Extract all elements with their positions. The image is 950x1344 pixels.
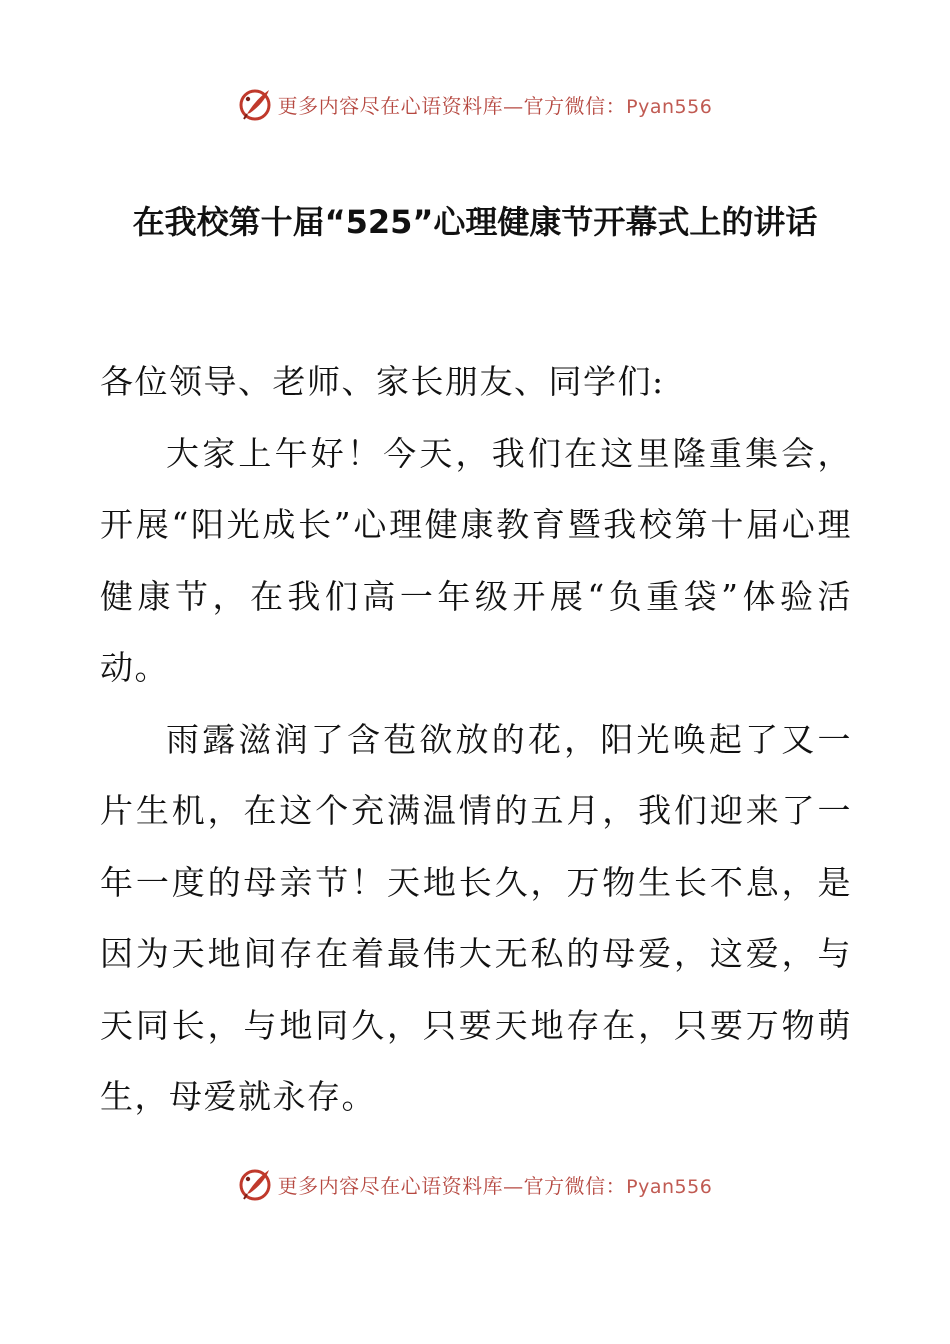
paragraph-1: 大家上午好！今天，我们在这里隆重集会，开展“阳光成长”心理健康教育暨我校第十届心理健康节，在我们高一年级开展“负重袋”体验活动。 [100, 433, 852, 687]
document-title: 在我校第十届“525”心理健康节开幕式上的讲话 [132, 203, 818, 241]
quill-pen-logo-icon [238, 86, 274, 122]
paragraph-2: 雨露滋润了含苞欲放的花，阳光唤起了又一片生机，在这个充满温情的五月，我们迎来了一年一度的母亲节！天地长久，万物生长不息，是因为天地间存在着最伟大无私的母爱，这爱，与天同长，与地同久，只要天地存在，只要万物萌生，母爱就永存。 [100, 719, 852, 1116]
salutation: 各位领导、老师、家长朋友、同学们: [100, 362, 665, 401]
banner-text: 更多内容尽在心语资料库—官方微信：Pyan556 [277, 93, 713, 118]
banner-text: 更多内容尽在心语资料库—官方微信：Pyan556 [277, 1173, 713, 1198]
quill-pen-logo-icon [238, 1166, 274, 1202]
wechat-id: Pyan556 [626, 1175, 713, 1198]
document-body [100, 346, 852, 1133]
footer-banner [0, 1164, 950, 1204]
header-banner [0, 84, 950, 124]
wechat-id: Pyan556 [626, 95, 713, 118]
